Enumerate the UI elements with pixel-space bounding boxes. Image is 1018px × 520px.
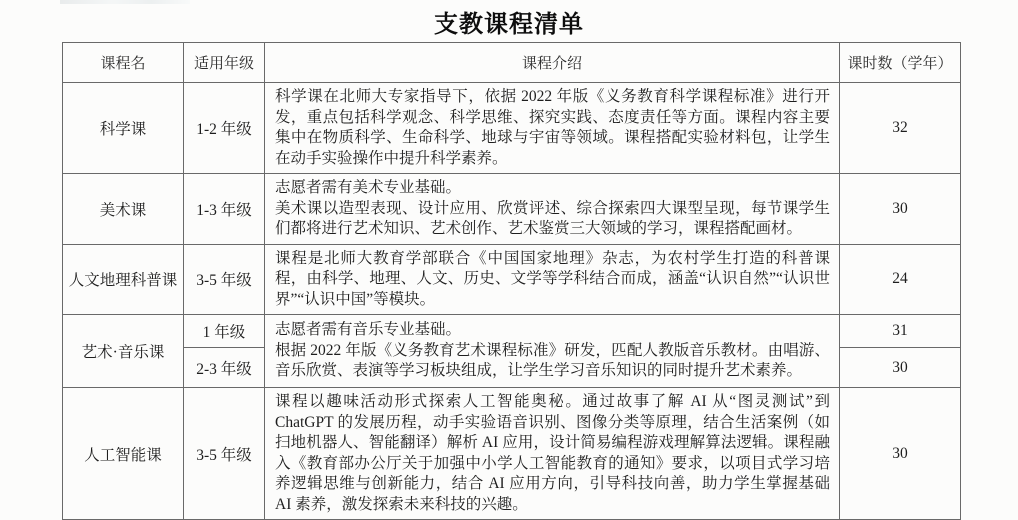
intro-paragraph: 根据 2022 年版《义务教育艺术课程标准》研发，匹配人教版音乐教材。由唱游、音乐欣赏、表演等学习板块组成，让学生学习音乐知识的同时提升艺术素养。 — [275, 341, 830, 380]
header-grade: 适用年级 — [184, 43, 265, 83]
intro-paragraph: 志愿者需有音乐专业基础。 — [275, 321, 462, 339]
header-hours: 课时数（学年） — [840, 43, 961, 83]
intro-paragraph: 课程是北师大教育学部联合《中国国家地理》杂志，为农村学生打造的科普课程，由科学、地理、人文、历史、文学等学科结合而成，涵盖“认识自然”“认识世界”“认识中国”等模块。 — [275, 249, 830, 308]
grade-cell: 3-5 年级 — [184, 388, 265, 520]
course-name-cell: 人工智能课 — [63, 388, 184, 520]
table-row — [63, 244, 961, 315]
intro-cell — [265, 244, 840, 315]
intro-paragraph: 美术课以造型表现、设计应用、欣赏评述、综合探索四大课型呈现，每节课学生们都将进行艺术知识、艺术创作、艺术鉴赏三大领域的学习，课程搭配画材。 — [275, 199, 830, 237]
course-table — [62, 42, 961, 520]
header-course-name: 课程名 — [63, 43, 184, 83]
intro-cell — [265, 83, 840, 174]
intro-paragraph: 课程以趣味活动形式探索人工智能奥秘。通过故事了解 AI 从“图灵测试”到 ChatGPT 的发展历程，动手实验语音识别、图像分类等原理，结合生活案例（如扫地机器人、智能翻译）解析 AI 应用，设计简易编程游戏理解算法逻辑。课程融入《教育部办公厅关于加强中小学人工智能教育的通知》要求，以项目式学习培养逻辑思维与创新能力，结合 AI 应用方向，引导科技向善，助力学生掌握基础 AI 素养，激发探索未来科技的兴趣。 — [275, 393, 830, 513]
hours-cell: 30 — [840, 348, 961, 388]
table-header-row — [63, 43, 961, 83]
hours-cell: 32 — [840, 83, 961, 174]
grade-cell: 3-5 年级 — [184, 244, 265, 315]
table-row — [63, 315, 961, 348]
header-intro: 课程介绍 — [265, 43, 840, 83]
intro-paragraph: 志愿者需有美术专业基础。 — [275, 179, 462, 196]
hours-cell: 31 — [840, 315, 961, 348]
grade-cell: 2-3 年级 — [184, 348, 265, 388]
grade-cell: 1 年级 — [184, 315, 265, 348]
intro-cell — [265, 388, 840, 520]
intro-cell — [265, 174, 840, 245]
hours-cell: 30 — [840, 388, 961, 520]
intro-paragraph: 科学课在北师大专家指导下，依据 2022 年版《义务教育科学课程标准》进行开发，重点包括科学观念、科学思维、探究实践、态度责任等方面。课程内容主要集中在物质科学、生命科学、地球与宇宙等领域。课程搭配实验材料包，让学生在动手实验操作中提升科学素养。 — [275, 88, 830, 167]
grade-cell: 1-3 年级 — [184, 174, 265, 245]
table-row — [63, 388, 961, 520]
course-name-cell: 美术课 — [63, 174, 184, 245]
table-row — [63, 83, 961, 174]
hours-cell: 24 — [840, 244, 961, 315]
course-name-cell: 科学课 — [63, 83, 184, 174]
intro-cell — [265, 315, 840, 388]
table-row — [63, 174, 961, 245]
course-name-cell: 人文地理科普课 — [63, 244, 184, 315]
grade-cell: 1-2 年级 — [184, 83, 265, 174]
hours-cell: 30 — [840, 174, 961, 245]
course-name-cell: 艺术·音乐课 — [63, 315, 184, 388]
page-title: 支教课程清单 — [434, 12, 584, 38]
